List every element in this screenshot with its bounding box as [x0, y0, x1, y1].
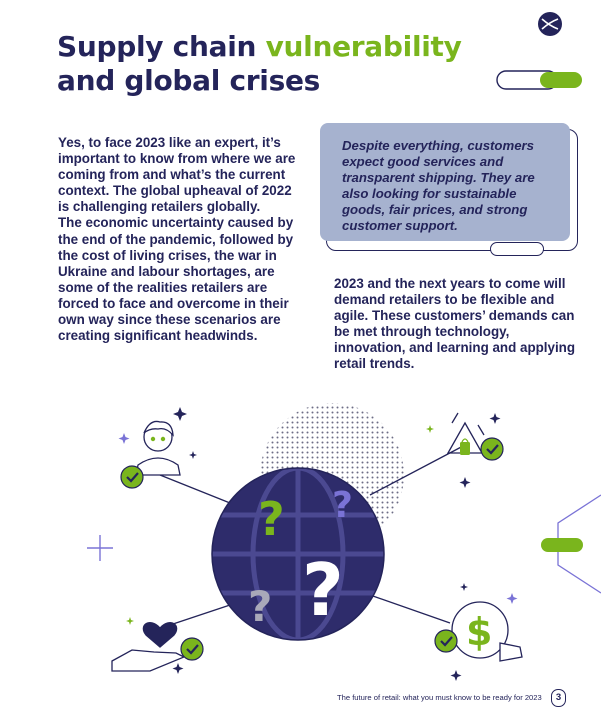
check-icon: [481, 438, 503, 460]
page-number: 3: [551, 689, 566, 707]
intro-paragraph-2: The economic uncertainty caused by the end of the pandemic, followed by the cost of living crises, the war in Ukraine and labour shortages, are some of the realities retailers are forced to face and overcome in their own way since these scenarios are creating significant headwinds.: [58, 215, 294, 344]
toggle-icon: [496, 68, 584, 92]
intro-paragraph-1: Yes, to face 2023 like an expert, it’s important to know from where we are coming from and what’s the current context. The global upheaval of 2022 is challenging retailers globally.: [58, 135, 296, 215]
page-title: [57, 30, 462, 98]
callout-pill-decoration: [490, 242, 544, 256]
dollar-sign: $: [466, 610, 493, 654]
check-icon: [435, 630, 457, 652]
recycle-bag-icon: [448, 413, 484, 455]
title-accent: vulnerability: [265, 30, 462, 63]
question-mark-purple: ?: [332, 485, 353, 526]
globe-illustration: [80, 395, 601, 695]
callout-text: Despite everything, customers expect good services and transparent shipping. They are also looking for sustainable goods, fair prices, and strong customer support.: [342, 138, 535, 233]
check-icon: [181, 638, 203, 660]
heart-hand-icon: [112, 623, 184, 671]
right-column-text: 2023 and the next years to come will demand retailers to be flexible and agile. These customers’ demands can be met through technology, innovation, and learning and applying retail trends.: [334, 276, 576, 372]
title-part-2: and global crises: [57, 64, 321, 97]
title-part-1: Supply chain: [57, 30, 266, 63]
logo-icon: [536, 10, 564, 38]
plus-decoration: [87, 535, 113, 561]
question-mark-grey: ?: [248, 582, 273, 631]
question-mark-white: ?: [302, 548, 344, 632]
person-icon: [136, 421, 180, 475]
footer-text: The future of retail: what you must know to be ready for 2023: [337, 693, 542, 702]
hexagon-decoration: [541, 495, 601, 593]
dollar-hand-icon: [452, 602, 522, 661]
question-mark-green: ?: [258, 492, 285, 546]
callout-box: [320, 123, 580, 255]
intro-text: [58, 135, 304, 344]
check-icon: [121, 466, 143, 488]
